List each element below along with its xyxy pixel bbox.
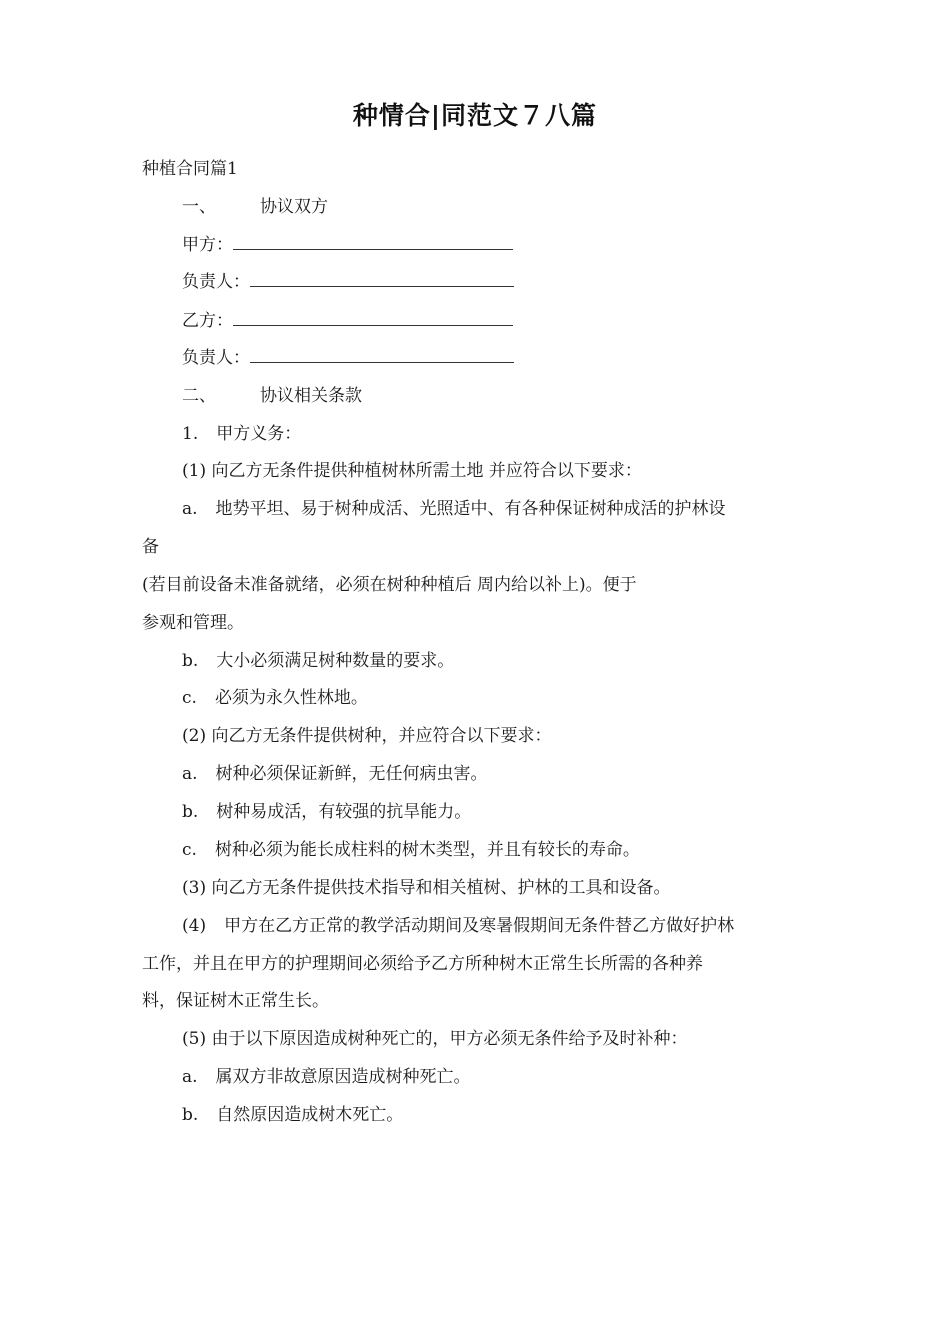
party-a-leader-row [182, 270, 514, 294]
clause-2c [182, 838, 640, 862]
clause-1c [182, 686, 368, 710]
list-text: 树种必须保证新鲜，无任何病虫害。 [215, 764, 488, 784]
clause-1a-continuation: 参观和管理。 [142, 613, 244, 633]
list-text: 属双方非故意原因造成树种死亡。 [215, 1067, 471, 1087]
clause-1a-continuation: (若目前设备未准备就绪，必须在树种种植后 周内给以补上)。便于 [142, 575, 637, 595]
clause-1a [182, 497, 726, 521]
list-marker: a. [182, 499, 198, 519]
clause-4-continuation: 工作，并且在甲方的护理期间必须给予乙方所种树木正常生长所需的各种养 [142, 954, 703, 974]
clause-5: (5) 由于以下原因造成树种死亡的，甲方必须无条件给予及时补种： [182, 1029, 688, 1049]
list-text: 自然原因造成树木死亡。 [216, 1105, 404, 1125]
clause-2: (2) 向乙方无条件提供树种，并应符合以下要求： [182, 726, 552, 746]
clause-4-continuation: 料，保证树木正常生长。 [142, 991, 329, 1011]
list-text: 地势平坦、易于树种成活、光照适中、有各种保证树种成活的护林设 [215, 499, 726, 519]
list-text: 必须为永久性林地。 [214, 688, 368, 708]
document-title: 种情合|同范文７八篇 [352, 101, 598, 130]
list-marker: a. [182, 1067, 198, 1087]
clause-4 [182, 914, 734, 938]
list-text: 大小必须满足树种数量的要求。 [216, 651, 455, 671]
party-b-leader-row [182, 346, 514, 370]
list-marker: c. [182, 840, 197, 860]
section-one-heading [182, 195, 328, 219]
list-marker: b. [182, 1105, 199, 1125]
item-number: 1. [182, 424, 199, 444]
party-b-leader-blank[interactable] [250, 346, 514, 363]
section-number: 二、 [182, 386, 216, 406]
party-a-leader-label: 负责人： [182, 272, 250, 292]
section-number: 一、 [182, 197, 216, 217]
list-text: 树种必须为能长成柱料的树木类型，并且有较长的寿命。 [214, 840, 640, 860]
item-text: 甲方义务： [216, 424, 302, 444]
party-a-leader-blank[interactable] [250, 270, 514, 287]
list-marker: c. [182, 688, 197, 708]
contract-subtitle: 种植合同篇1 [142, 159, 238, 179]
party-b-leader-label: 负责人： [182, 348, 250, 368]
section-text: 协议双方 [260, 197, 328, 217]
party-a-label: 甲方： [182, 235, 233, 255]
list-marker: b. [182, 651, 199, 671]
section-text: 协议相关条款 [260, 386, 362, 406]
clause-2a [182, 762, 488, 786]
party-a-blank[interactable] [233, 233, 513, 250]
party-a-row [182, 233, 513, 257]
clause-5a [182, 1065, 471, 1089]
party-b-row [182, 309, 513, 333]
clause-1b [182, 649, 454, 673]
list-marker: b. [182, 802, 199, 822]
clause-3: (3) 向乙方无条件提供技术指导和相关植树、护林的工具和设备。 [182, 878, 671, 898]
list-text: 甲方在乙方正常的教学活动期间及寒暑假期间无条件替乙方做好护林 [224, 916, 735, 936]
party-b-label: 乙方： [182, 311, 233, 331]
clause-5b [182, 1103, 403, 1127]
party-b-blank[interactable] [233, 309, 513, 326]
list-text: 树种易成活，有较强的抗旱能力。 [216, 802, 472, 822]
clause-1: (1) 向乙方无条件提供种植树林所需土地 并应符合以下要求： [182, 461, 642, 481]
section-two-heading [182, 384, 362, 408]
clause-2b [182, 800, 471, 824]
clause-1a-continuation: 备 [142, 537, 159, 557]
item-one-heading [182, 422, 301, 446]
list-marker: a. [182, 764, 198, 784]
list-marker: (4) [182, 916, 207, 936]
